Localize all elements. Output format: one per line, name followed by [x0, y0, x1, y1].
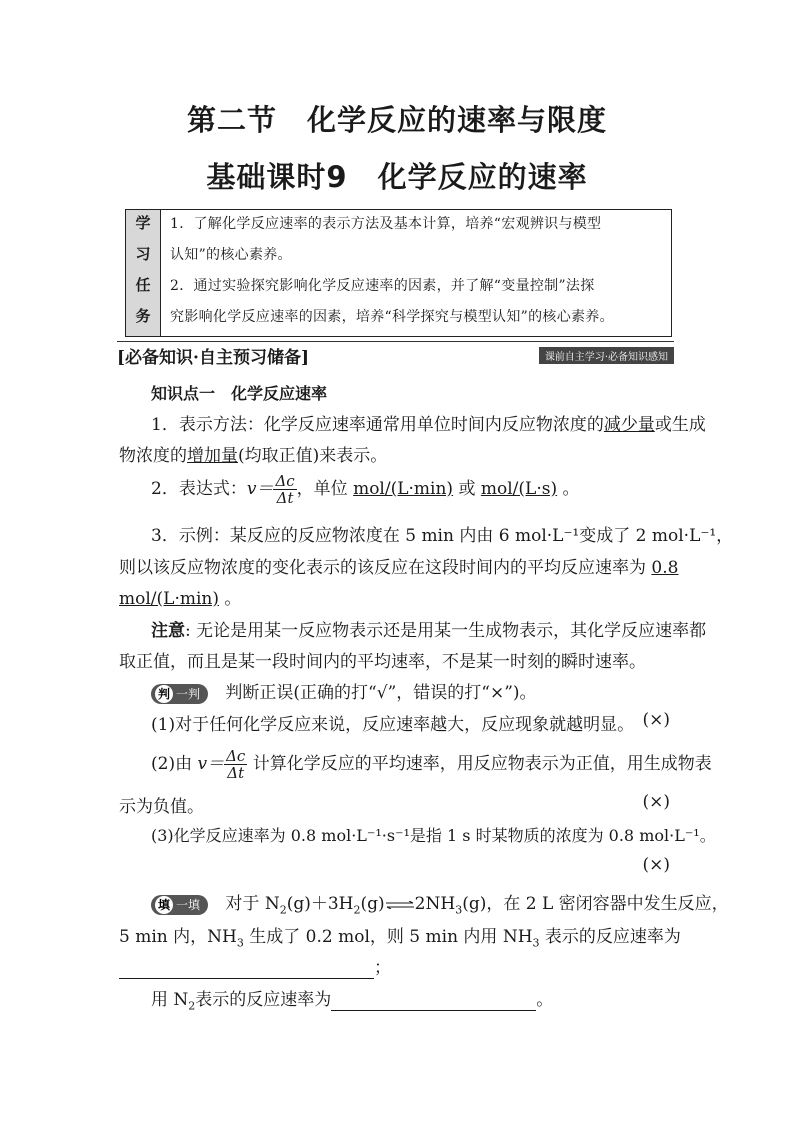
note-line-1: [151, 616, 706, 641]
task-label-char-2: 习: [135, 245, 151, 263]
paragraph-3-line-3: [119, 584, 241, 609]
text: 用 N: [151, 990, 189, 1010]
rate-fraction: [273, 473, 296, 506]
judge-answer-1: (×): [642, 710, 670, 730]
judge-badge-char: 判: [155, 685, 173, 703]
fraction-denominator: Δt: [276, 489, 294, 507]
learning-task-box: [125, 209, 672, 337]
underlined-term: 增加量: [187, 446, 238, 466]
text: 则以该反应物浓度的变化表示的该反应在这段时间内的平均反应速率为: [119, 558, 652, 578]
judge-answer-3: (×): [642, 855, 670, 875]
rate-fraction: [224, 748, 247, 781]
task-item-1-line-1: 1．了解化学反应速率的表示方法及基本计算，培养“宏观辨识与模型: [170, 216, 602, 232]
fill-line-3: [119, 953, 391, 979]
text: (g)，在 2 L 密闭容器中发生反应，: [462, 894, 729, 914]
text: 对于 N: [225, 894, 280, 914]
judge-instruction: 判断正误(正确的打“√”，错误的打“×”)。: [225, 683, 537, 703]
task-item-2-line-1: 2．通过实验探究影响化学反应速率的因素，并了解“变量控制”法探: [170, 278, 595, 294]
text: 表示的反应速率为: [195, 990, 332, 1010]
equilibrium-arrow-icon: [385, 901, 415, 909]
paragraph-3-line-2: [119, 553, 678, 578]
paragraph-1-line-1: [151, 410, 706, 435]
subscript: 3: [455, 903, 463, 917]
text: (2)由: [151, 754, 198, 774]
judge-question-2-line-1: [151, 748, 712, 781]
text: 。: [557, 479, 580, 499]
fill-badge: [151, 895, 208, 915]
paragraph-1-line-2: [119, 441, 387, 466]
judge-instruction-line: [151, 678, 537, 704]
judge-question-2-line-2: 示为负值。: [119, 797, 204, 817]
unit-answer-1: mol/(L·min): [353, 479, 454, 499]
fill-line-1: [151, 889, 729, 916]
subscript: 2: [188, 999, 196, 1013]
text: 或: [453, 479, 481, 499]
unit-answer-2: mol/(L·s): [480, 479, 558, 499]
text: 。: [536, 990, 554, 1010]
knowledge-heading: 知识点一 化学反应速率: [151, 384, 328, 403]
subscript: 3: [532, 936, 540, 950]
section-tag: 课前自主学习·必备知识感知: [539, 347, 674, 364]
paragraph-2: [151, 473, 579, 506]
text: (g): [360, 894, 385, 914]
fill-line-2: [119, 922, 681, 949]
text: 5 min 内，NH: [119, 927, 237, 947]
note-label: 注意: [151, 621, 185, 641]
text: ；: [374, 958, 391, 978]
text: (g)＋3H: [286, 894, 354, 914]
subscript: 2: [279, 903, 287, 917]
task-item-1-line-2: 认知”的核心素养。: [170, 247, 292, 263]
underlined-term: 减少量: [603, 415, 655, 435]
note-line-2: 取正值，而且是某一段时间内的平均速率，不是某一时刻的瞬时速率。: [119, 652, 646, 672]
text: 表示的反应速率为: [539, 927, 681, 947]
judge-question-3: (3)化学反应速率为 0.8 mol·L⁻¹·s⁻¹是指 1 s 时某物质的浓度为 0.8 mol·L⁻¹。: [151, 826, 716, 845]
section-bar: [117, 341, 674, 366]
paragraph-3-line-1: 3．示例：某反应的反应物浓度在 5 min 内由 6 mol·L⁻¹变成了 2 mol·L⁻¹，: [151, 526, 734, 546]
task-label-char-3: 任: [135, 276, 151, 294]
task-label: [126, 210, 161, 336]
text: (均取正值)来表示。: [238, 446, 388, 466]
task-label-char-4: 务: [135, 307, 151, 325]
judge-badge-text: 一判: [176, 686, 201, 701]
task-label-char-1: 学: [135, 214, 151, 232]
subscript: 3: [236, 936, 244, 950]
section-heading: [必备知识·自主预习储备]: [117, 348, 310, 368]
text: ，单位: [296, 479, 354, 499]
fill-line-4: [151, 985, 553, 1012]
judge-answer-2: (×): [642, 792, 670, 812]
judge-question-1: (1)对于任何化学反应来说，反应速率越大，反应现象就越明显。: [151, 715, 635, 735]
velocity-symbol: v＝: [197, 754, 225, 774]
fill-badge-text: 一填: [176, 897, 201, 912]
answer-blank-2[interactable]: [331, 990, 536, 1011]
text: 计算化学反应的平均速率，用反应物表示为正值，用生成物表: [247, 754, 712, 774]
text: 物浓度的: [119, 446, 187, 466]
text: 1．表示方法：化学反应速率通常用单位时间内反应物浓度的: [151, 415, 604, 435]
judge-badge: [151, 684, 208, 704]
velocity-symbol: v＝: [246, 479, 274, 499]
fill-badge-char: 填: [155, 896, 173, 914]
text: 2NH: [414, 894, 456, 914]
text: 生成了 0.2 mol，则 5 min 内用 NH: [243, 927, 533, 947]
text: 。: [218, 589, 242, 609]
fraction-numerator: Δc: [275, 472, 295, 490]
text: 或生成: [654, 415, 706, 435]
lesson-title: 基础课时9 化学反应的速率: [206, 160, 588, 194]
fraction-numerator: Δc: [226, 747, 246, 765]
answer-value: 0.8: [651, 558, 679, 578]
answer-blank-1[interactable]: [119, 958, 374, 979]
answer-unit: mol/(L·min): [119, 589, 219, 609]
text: : 无论是用某一反应物表示还是用某一生成物表示，其化学反应速率都: [185, 621, 707, 641]
task-item-2-line-2: 究影响化学反应速率的因素，培养“科学探究与模型认知”的核心素养。: [170, 309, 614, 325]
section-title: 第二节 化学反应的速率与限度: [186, 103, 607, 137]
subscript: 2: [353, 903, 361, 917]
fraction-denominator: Δt: [227, 764, 245, 782]
text: 2．表达式：: [151, 479, 247, 499]
